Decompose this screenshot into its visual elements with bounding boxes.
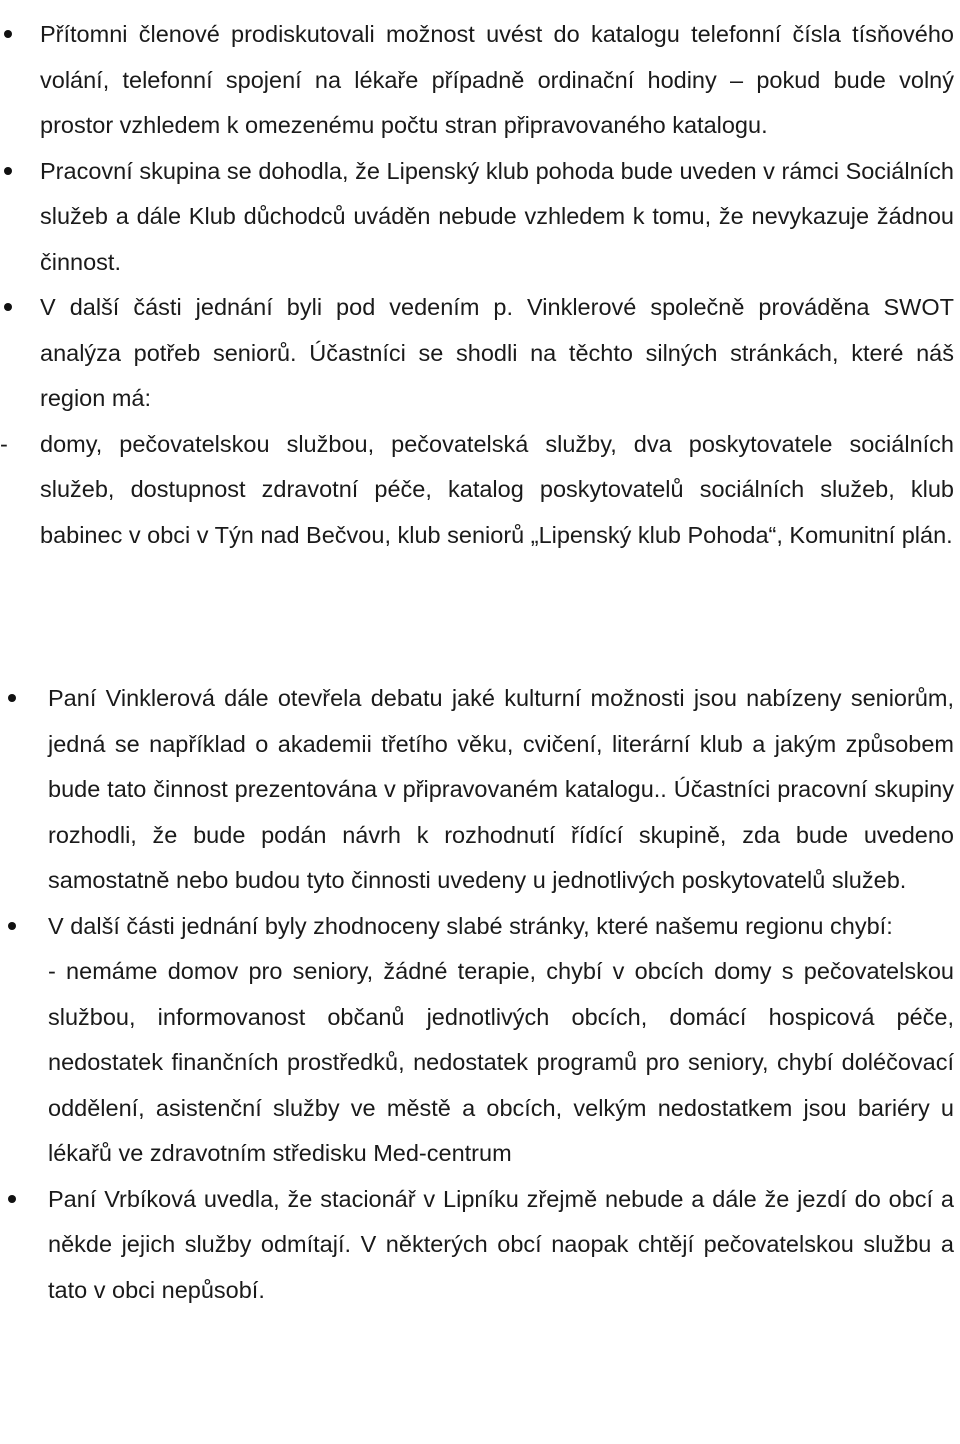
sub-paragraph (48, 949, 954, 1177)
list-item (40, 12, 954, 149)
paragraph-text: domy, pečovatelskou službou, pečovatelská služby, dva poskytovatele sociálních služeb, dostupnost zdravotní péče, katalog poskytovatelů sociálních služeb, klub babinec v obci v Týn nad Bečvou, klub seniorů „Lipenský klub Pohoda“, Komunitní plán. (40, 430, 954, 548)
section-1 (0, 12, 954, 558)
bullet-icon (8, 922, 16, 930)
dash-item (0, 422, 954, 559)
list-item (40, 149, 954, 286)
list-item (40, 285, 954, 422)
paragraph-text: V další části jednání byly zhodnoceny slabé stránky, které našemu regionu chybí: (48, 912, 893, 939)
paragraph-text: Pracovní skupina se dohodla, že Lipenský klub pohoda bude uveden v rámci Sociálních služeb a dále Klub důchodců uváděn nebude vzhledem k tomu, že nevykazuje žádnou činnost. (40, 157, 954, 275)
paragraph-text: Paní Vinklerová dále otevřela debatu jaké kulturní možnosti jsou nabízeny seniorům, jedná se například o akademii třetího věku, cvičení, literární klub a jakým způsobem bude tato činnost prezentována v připravovaném katalogu.. Účastníci pracovní skupiny rozhodli, že bude podán návrh k rozhodnutí řídící skupině, zda bude uvedeno samostatně nebo budou tyto činnosti uvedeny u jednotlivých poskytovatelů služeb. (48, 685, 954, 893)
bullet-icon (4, 30, 12, 38)
section-2 (48, 676, 954, 1313)
bullet-icon (8, 1195, 16, 1203)
bullet-icon (4, 167, 12, 175)
list-item (48, 676, 954, 904)
paragraph-text: Přítomni členové prodiskutovali možnost uvést do katalogu telefonní čísla tísňového volání, telefonní spojení na lékaře případně ordinační hodiny – pokud bude volný prostor vzhledem k omezenému počtu stran připravovaného katalogu. (40, 21, 954, 138)
dash-marker: - (0, 430, 8, 457)
list-item (48, 904, 954, 950)
paragraph-text: Paní Vrbíková uvedla, že stacionář v Lipníku zřejmě nebude a dále že jezdí do obcí a někde jejich služby odmítají. V některých obcí naopak chtějí pečovatelskou službu a tato v obci nepůsobí. (48, 1185, 954, 1303)
list-item (48, 1177, 954, 1314)
paragraph-text: V další části jednání byli pod vedením p. Vinklerové společně prováděna SWOT analýza potřeb seniorů. Účastníci se shodli na těchto silných stránkách, které náš region má: (40, 294, 954, 411)
bullet-icon (8, 694, 16, 702)
bullet-icon (4, 303, 12, 311)
paragraph-text: - nemáme domov pro seniory, žádné terapie, chybí v obcích domy s pečovatelskou službou, informovanost občanů jednotlivých obcích, domácí hospicová péče, nedostatek finančních prostředků, nedostatek programů pro seniory, chybí doléčovací oddělení, asistenční služby ve městě a obcích, velkým nedostatkem jsou bariéry u lékařů ve zdravotním středisku Med-centrum (48, 958, 954, 1166)
